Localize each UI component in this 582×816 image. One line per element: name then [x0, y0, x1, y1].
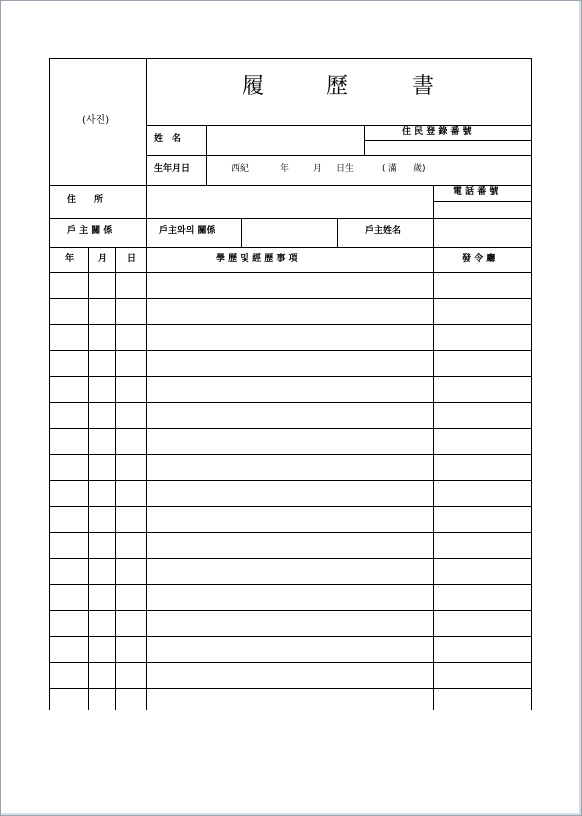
history-row-line	[49, 350, 532, 351]
birth-month-unit: 月	[313, 164, 323, 174]
name-row-bottom	[146, 155, 532, 156]
birth-day-unit: 日生	[336, 164, 355, 174]
address-label: 住 所	[67, 195, 104, 205]
history-row-line	[49, 558, 532, 559]
birth-label-divider	[206, 155, 207, 185]
birth-age-word: 滿	[388, 164, 398, 174]
col-month-header: 月	[98, 254, 108, 264]
history-row-line	[49, 454, 532, 455]
name-label-divider	[206, 125, 207, 155]
phone-label-bottom	[433, 201, 532, 202]
photo-placeholder: (사진)	[82, 115, 110, 126]
phone-label: 電 話 番 號	[453, 187, 499, 197]
household-relation-label: 戶 主 關 係	[67, 226, 113, 236]
history-row-line	[49, 688, 532, 689]
col-year-header: 年	[65, 254, 75, 264]
form-top-border	[49, 58, 532, 59]
history-row-line	[49, 480, 532, 481]
head-label-divider	[337, 218, 338, 247]
birth-row-bottom	[49, 185, 532, 186]
resident-no-label: 住 民 登 錄 番 號	[402, 127, 472, 137]
history-row-line	[49, 610, 532, 611]
title-bottom	[146, 125, 532, 126]
history-row-line	[49, 532, 532, 533]
history-row-line	[49, 662, 532, 663]
history-row-line	[49, 584, 532, 585]
col-day-header: 日	[127, 254, 137, 264]
household-head-name-label: 戶主姓名	[365, 226, 402, 236]
household-row-bottom	[49, 247, 532, 248]
relation-value-divider	[241, 218, 242, 247]
name-label: 姓 名	[154, 134, 182, 144]
title-char-3: 書	[412, 74, 435, 99]
month-col-divider	[115, 247, 116, 710]
birth-label: 生年月日	[154, 164, 191, 174]
form-left-border	[49, 58, 50, 710]
col-history-header: 學 歷 및 經 歷 事 項	[216, 254, 298, 264]
history-row-line	[49, 428, 532, 429]
col-remark-header: 發 令 廳	[462, 254, 496, 264]
birth-age-open: (	[382, 164, 386, 174]
title-char-2: 歷	[326, 74, 349, 99]
history-row-line	[49, 298, 532, 299]
history-row-line	[49, 324, 532, 325]
history-row-line	[49, 376, 532, 377]
history-header-bottom	[49, 272, 532, 273]
birth-year-unit: 年	[280, 164, 290, 174]
birth-era: 西紀	[231, 164, 250, 174]
phone-divider	[433, 185, 434, 710]
relation-to-head-label: 戶主와의 關係	[159, 226, 216, 236]
history-row-line	[49, 636, 532, 637]
address-row-bottom	[49, 218, 532, 219]
title-char-1: 履	[242, 74, 265, 99]
year-col-divider	[88, 247, 89, 710]
history-row-line	[49, 402, 532, 403]
resident-label-bottom	[364, 140, 532, 141]
history-row-line	[49, 506, 532, 507]
birth-age-unit: 歲)	[413, 164, 426, 174]
